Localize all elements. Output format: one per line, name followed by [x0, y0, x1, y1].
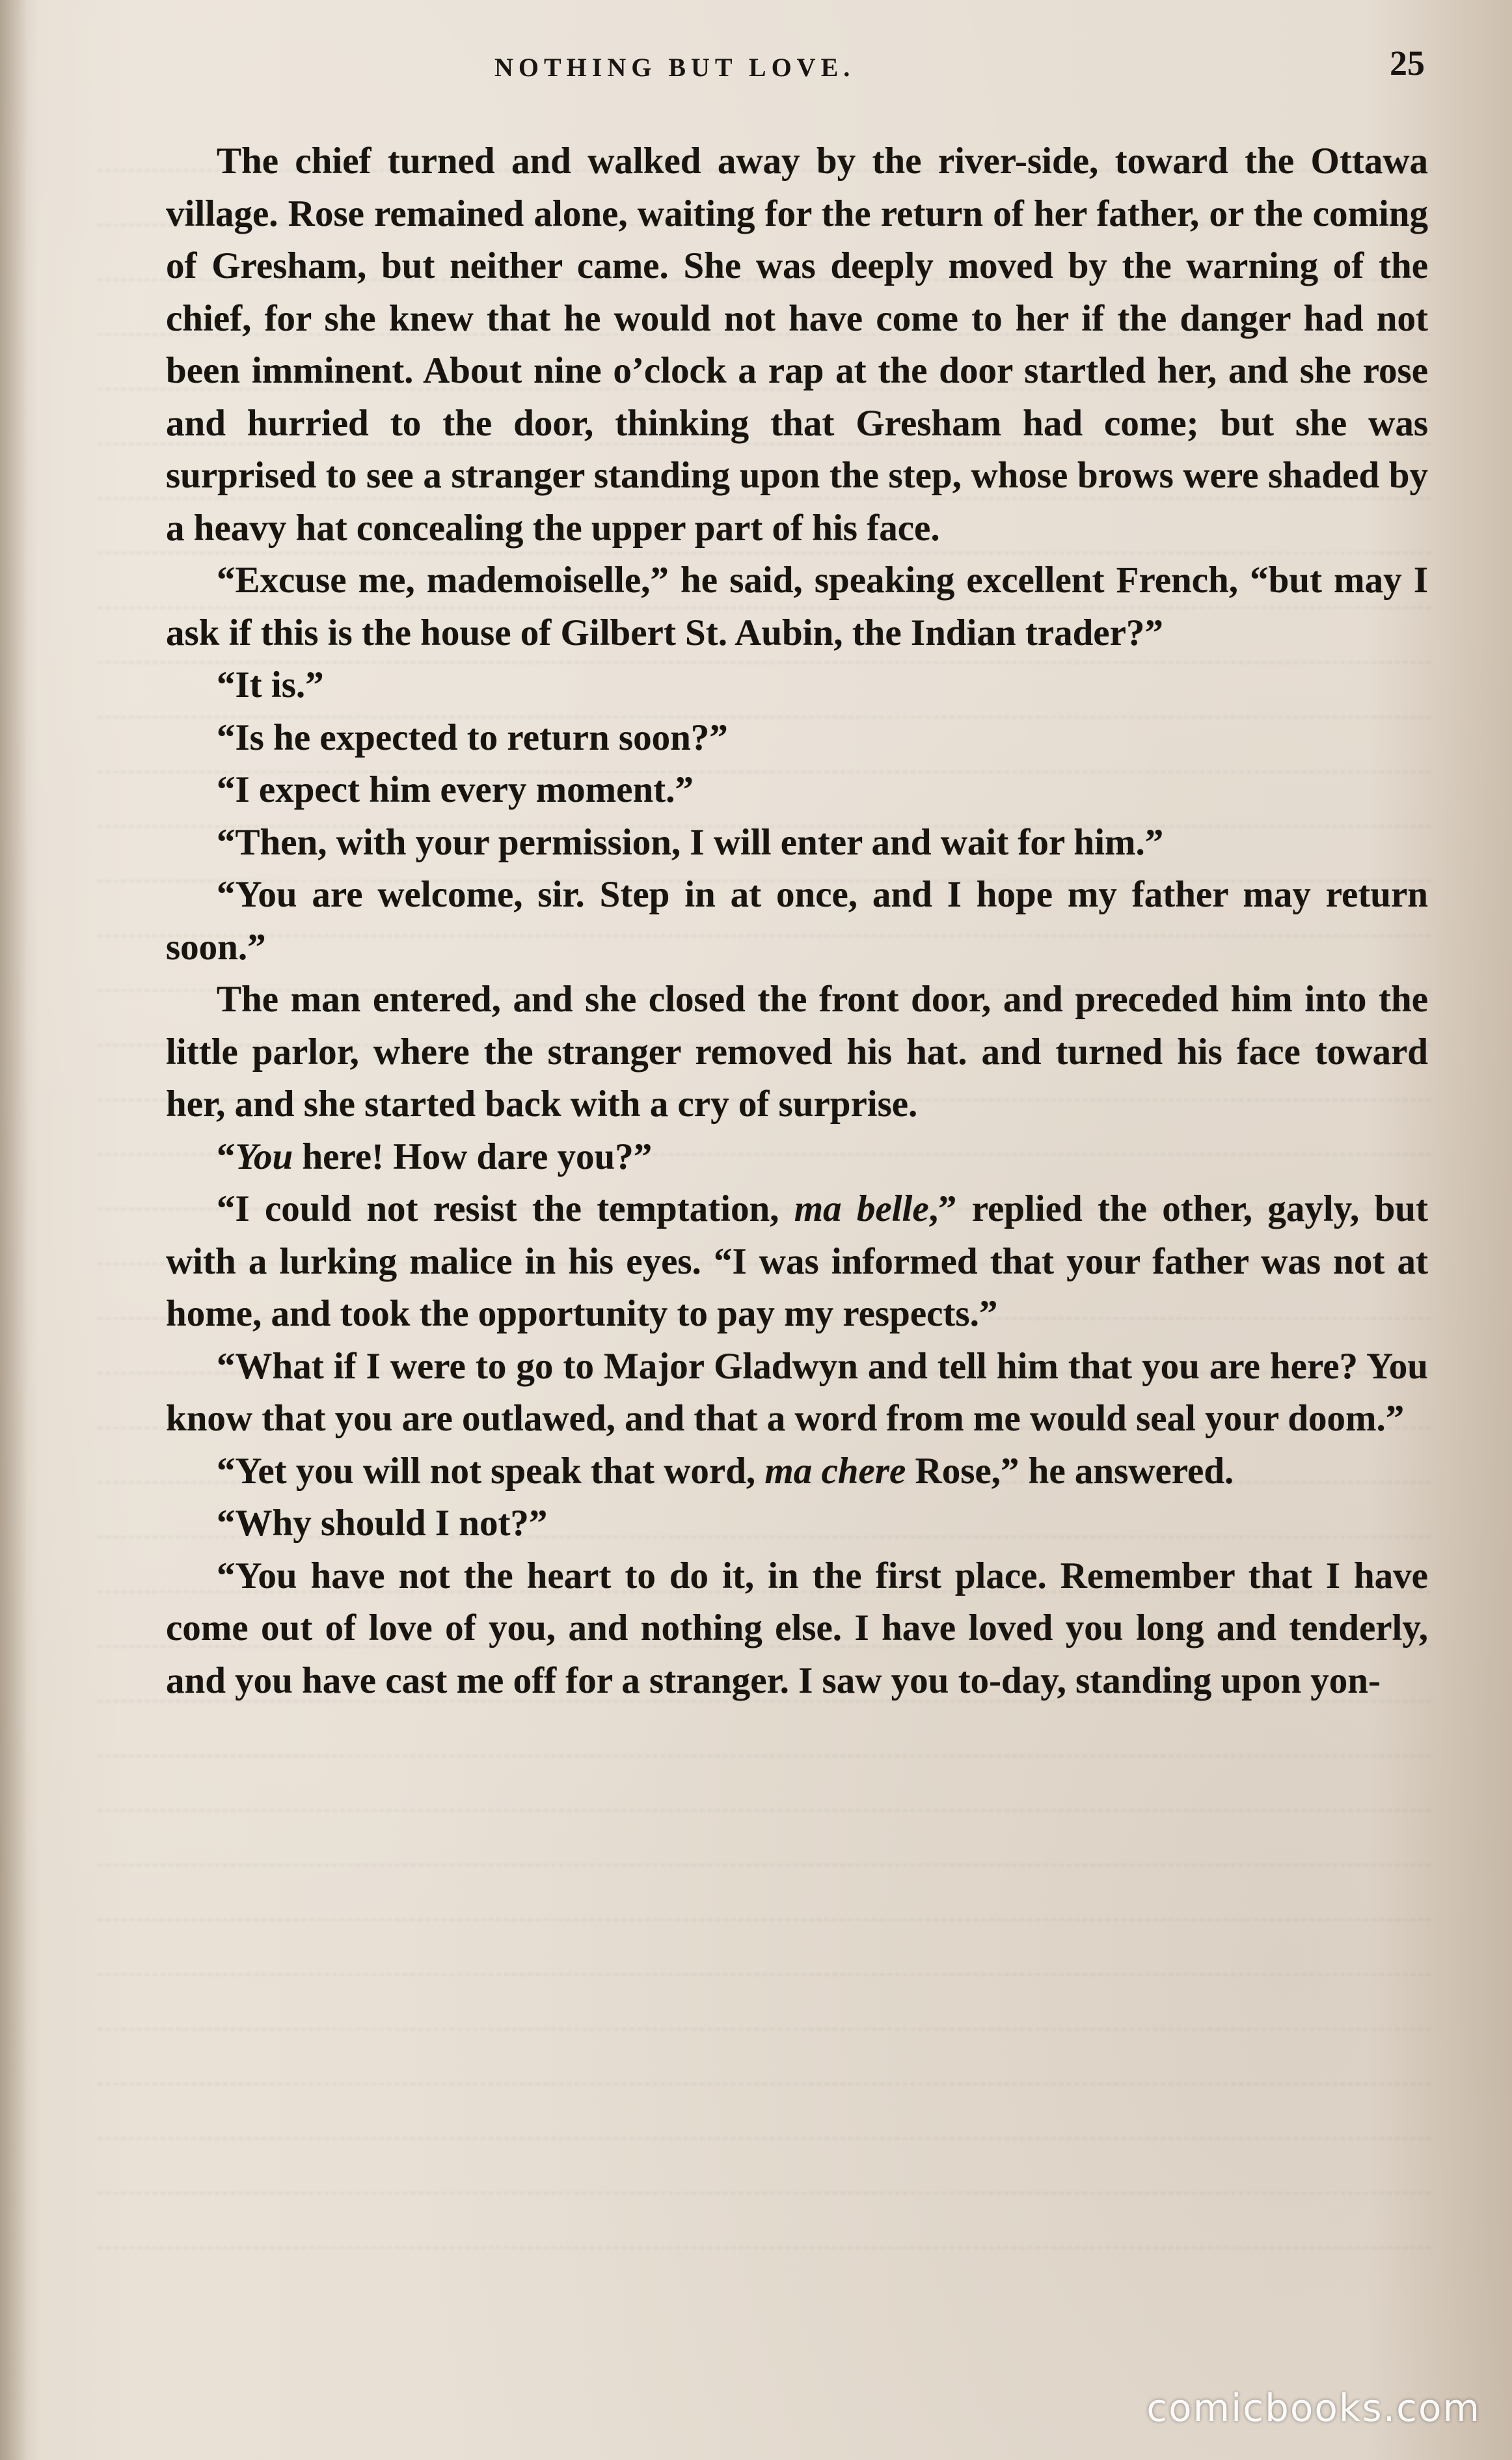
paragraph-text: “Why should I not?”	[217, 1503, 548, 1544]
paragraph-text: “Then, with your permission, I will enter and wait for him.”	[217, 821, 1164, 863]
page-edge-shadow	[0, 0, 27, 2460]
paragraph	[166, 135, 1428, 554]
paragraph	[166, 712, 1428, 765]
running-head: NOTHING BUT LOVE.	[494, 53, 856, 82]
paragraph	[166, 1131, 1428, 1184]
paragraph	[166, 974, 1428, 1131]
paragraph	[166, 1497, 1428, 1550]
paragraph	[166, 1550, 1428, 1708]
body-text	[166, 135, 1428, 2250]
paragraph-text: “I could not resist the temptation,	[217, 1188, 794, 1229]
paragraph	[166, 659, 1428, 712]
italic-text: ma belle	[794, 1188, 929, 1229]
page-number: 25	[1390, 44, 1425, 83]
watermark-text: comicbooks.com	[1146, 2386, 1481, 2430]
paragraph	[166, 817, 1428, 869]
paragraph-text: “You have not the heart to do it, in the first place. Remember that I have come out of love of you, and nothing else. I have loved you long and tenderly, and you have cast me off for a stranger. I saw you to-day, standing upon yon-	[166, 1555, 1428, 1701]
paragraph	[166, 1341, 1428, 1445]
paragraph-text: The man entered, and she closed the front door, and preceded him into the little parlor, where the stranger removed his hat. and turned his face toward her, and she started back with a cry of surprise.	[166, 979, 1428, 1125]
paragraph	[166, 554, 1428, 659]
paragraph-text: Rose,” he answered.	[906, 1450, 1234, 1492]
paragraph-text: here! How dare you?”	[293, 1136, 653, 1177]
italic-text: ma chere	[764, 1450, 906, 1492]
paragraph-text: “I expect him every moment.”	[217, 769, 694, 810]
paragraph	[166, 764, 1428, 817]
paragraph	[166, 1183, 1428, 1341]
paragraph-text: “	[217, 1136, 236, 1177]
italic-text: You	[235, 1136, 293, 1177]
paragraph-text: “It is.”	[217, 664, 324, 705]
paragraph-text: “Is he expected to return soon?”	[217, 717, 728, 758]
paragraph	[166, 869, 1428, 974]
paragraph-text: “You are welcome, sir. Step in at once, and I hope my father may return soon.”	[166, 874, 1428, 968]
paragraph-text: “Excuse me, mademoiselle,” he said, speaking excellent French, “but may I ask if this is the house of Gilbert St. Aubin, the Indian trader?”	[166, 560, 1428, 653]
paragraph-text: “What if I were to go to Major Gladwyn and tell him that you are here? You know that you are outlawed, and that a word from me would seal your doom.”	[166, 1345, 1428, 1439]
page-header	[169, 46, 1425, 91]
paragraph-text: ,” replied the other, gayly, but with a lurking malice in his eyes. “I was informed that your father was not at home, and took the opportunity to pay my respects.”	[166, 1188, 1428, 1334]
paragraph-text: “Yet you will not speak that word,	[217, 1450, 765, 1492]
paragraph	[166, 1445, 1428, 1498]
paragraph-text: The chief turned and walked away by the river-side, toward the Ottawa village. Rose remained alone, waiting for the return of her father, or the coming of Gresham, but neither came. She was deeply moved by the warning of the chief, for she knew that he would not have come to her if the danger had not been imminent. About nine o’clock a rap at the door startled her, and she rose and hurried to the door, thinking that Gresham had come; but she was surprised to see a stranger standing upon the step, whose brows were shaded by a heavy hat concealing the upper part of his face.	[166, 141, 1428, 549]
